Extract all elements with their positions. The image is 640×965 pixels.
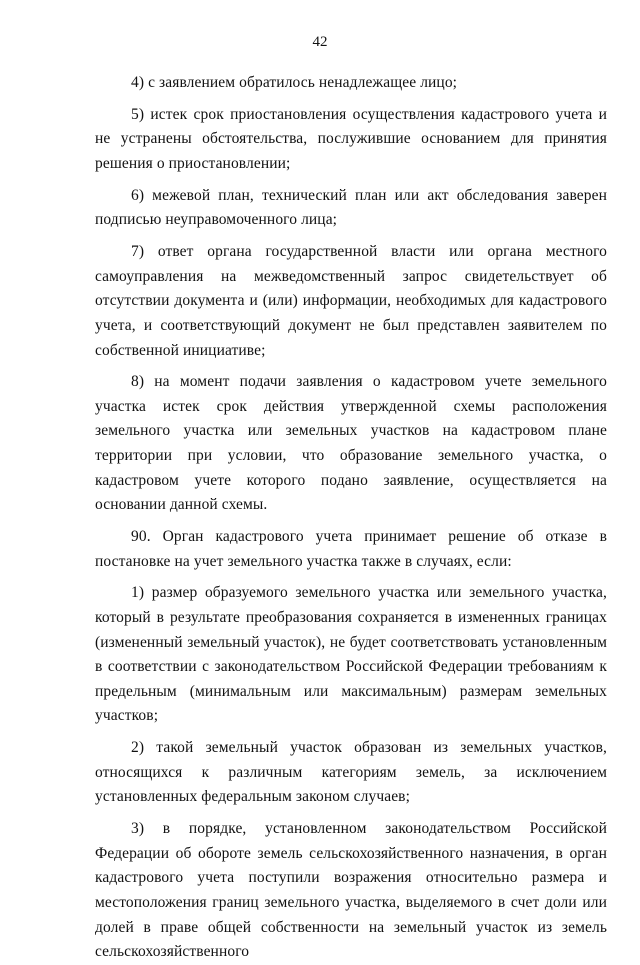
paragraph-subitem-1: 1) размер образуемого земельного участка или земельного участка, который в результате преобразования сохраняется в измененных границах (измененный земельный участок), не будет соответствовать установленным в соответствии с законодательством Российской Федерации требованиям к предельным (минимальным или максимальным) размерам земельных участков; (95, 584, 607, 725)
paragraph-item-5: 5) истек срок приостановления осуществления кадастрового учета и не устранены обстоятельства, послужившие основанием для принятия решения о приостановлении; (95, 105, 607, 172)
paragraph-item-7: 7) ответ органа государственной власти или органа местного самоуправления на межведомственный запрос свидетельствует об отсутствии документа и (или) информации, необходимых для кадастрового учета, и соответствующий документ не был представлен заявителем по собственной инициативе; (95, 243, 607, 359)
document-body (95, 71, 607, 965)
paragraph-item-4: 4) с заявлением обратилось ненадлежащее лицо; (131, 74, 458, 91)
paragraph-item-6: 6) межевой план, технический план или акт обследования заверен подписью неуправомоченного лица; (95, 186, 607, 229)
paragraph-subitem-3: 3) в порядке, установленном законодательством Российской Федерации об обороте земель сельскохозяйственного назначения, в орган кадастрового учета поступили возражения относительно размера и местоположения границ земельного участка, выделяемого в счет доли или долей в праве общей собственности на земельный участок из земель сельскохозяйственного (95, 820, 607, 961)
page-number: 42 (312, 34, 328, 50)
paragraph-subitem-2: 2) такой земельный участок образован из земельных участков, относящихся к различным категориям земель, за исключением установленных федеральным законом случаев; (95, 739, 607, 806)
paragraph-clause-90: 90. Орган кадастрового учета принимает решение об отказе в постановке на учет земельного участка также в случаях, если: (95, 528, 607, 570)
paragraph-item-8: 8) на момент подачи заявления о кадастровом учете земельного участка истек срок действия утвержденной схемы расположения земельного участка или земельных участков на кадастровом плане территории при условии, что образование земельного участка, о кадастровом учете которого подано заявление, осуществляется на основании данной схемы. (95, 373, 607, 514)
